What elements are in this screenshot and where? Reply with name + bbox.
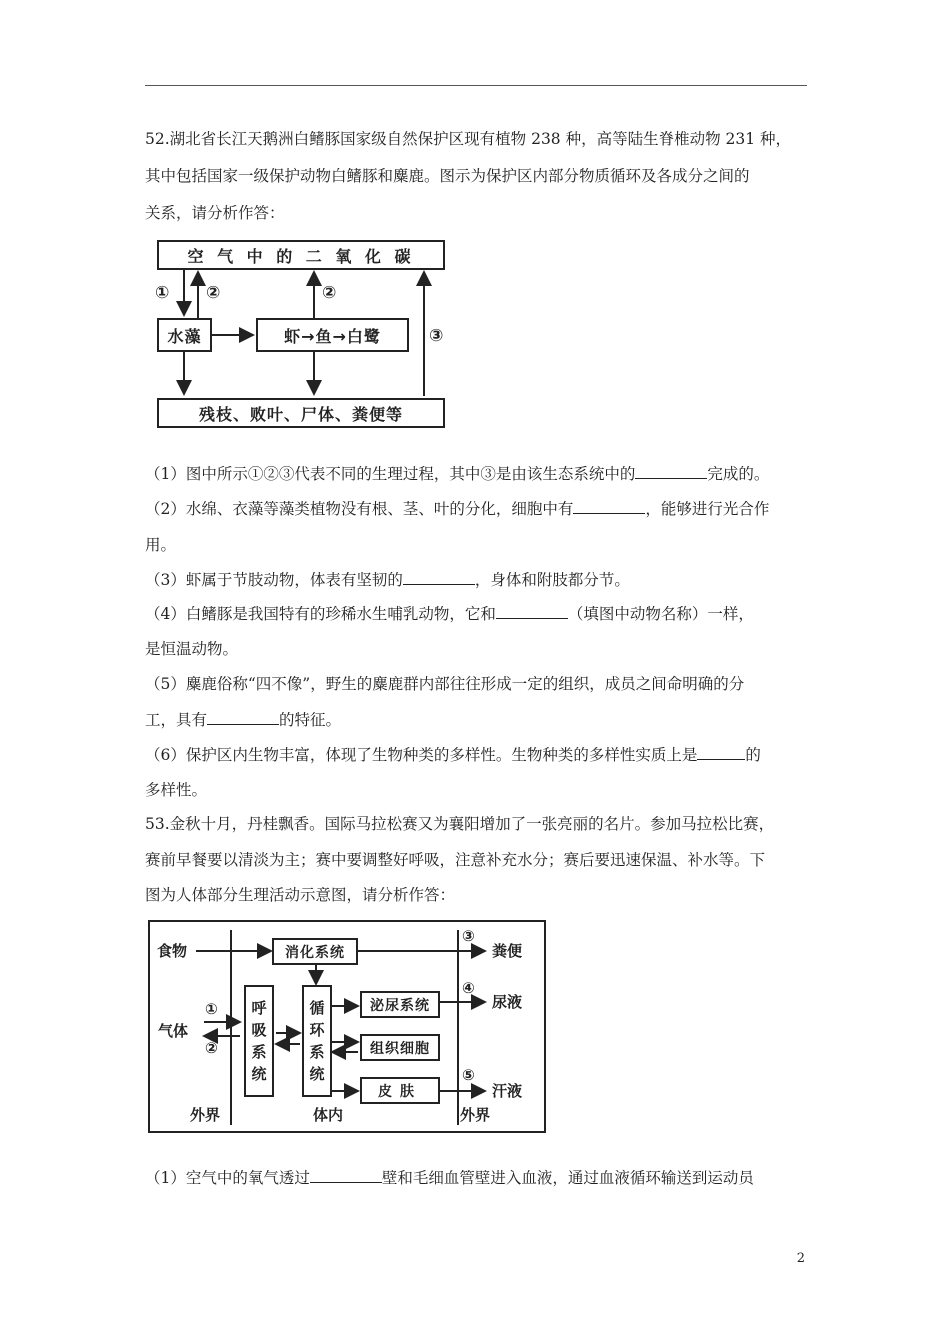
q52-sub6-text: （6）保护区内生物丰富，体现了生物种类的多样性。生物种类的多样性实质上是 <box>145 746 698 764</box>
answer-blank[interactable] <box>635 464 707 479</box>
process-2b-mark: ② <box>322 283 337 303</box>
urinary-system-box: 泌尿系统 <box>360 991 440 1018</box>
inside-label: 体内 <box>313 1106 344 1124</box>
q52-sub4 <box>145 602 754 624</box>
respiratory-system-box: 呼吸系统 <box>244 985 274 1097</box>
q52-sub6-tail: 的 <box>745 746 761 764</box>
food-label: 食物 <box>157 942 188 960</box>
q52-sub4-tail: （填图中动物名称）一样， <box>567 605 754 623</box>
algae-box: 水藻 <box>157 318 212 352</box>
marker-4: ④ <box>462 979 475 997</box>
answer-blank[interactable] <box>403 570 475 585</box>
process-2-mark: ② <box>206 283 221 303</box>
tissue-cell-box: 组织细胞 <box>360 1034 440 1061</box>
q52-sub2 <box>145 497 769 519</box>
q52-sub5-tail: 的特征。 <box>279 711 342 729</box>
answer-blank[interactable] <box>573 499 645 514</box>
q52-sub6 <box>145 743 761 765</box>
q52-sub5-cont <box>145 708 341 730</box>
q53-intro-line-2: 赛前早餐要以清淡为主；赛中要调整好呼吸，注意补充水分；赛后要迅速保温、补水等。下 <box>145 851 766 869</box>
q52-sub5: （5）麋鹿俗称“四不像”，野生的麋鹿群内部往往形成一定的组织，成员之间命明确的分 <box>145 675 745 693</box>
food-chain-box: 虾→鱼→白鹭 <box>256 318 409 352</box>
answer-blank[interactable] <box>496 604 568 619</box>
q53-sub1-tail: 壁和毛细血管壁进入血液，通过血液循环输送到运动员 <box>381 1169 754 1187</box>
answer-blank[interactable] <box>697 745 745 760</box>
process-1-mark: ① <box>155 283 170 303</box>
q52-sub4-cont: 是恒温动物。 <box>145 640 239 658</box>
outside-left-label: 外界 <box>190 1106 221 1124</box>
answer-blank[interactable] <box>310 1168 382 1183</box>
page-number: 2 <box>796 1251 805 1266</box>
q52-sub3-text: （3）虾属于节肢动物，体表有坚韧的 <box>145 571 403 589</box>
q52-sub2-text: （2）水绵、衣藻等藻类植物没有根、茎、叶的分化，细胞中有 <box>145 500 574 518</box>
q52-sub4-text: （4）白鳍豚是我国特有的珍稀水生哺乳动物，它和 <box>145 605 496 623</box>
q52-intro-line-1: 52.湖北省长江天鹅洲白鳍豚国家级自然保护区现有植物 238 种，高等陆生脊椎动物 231 种， <box>145 130 792 148</box>
outside-right-label: 外界 <box>460 1106 491 1124</box>
digestive-system-box: 消化系统 <box>272 938 358 965</box>
sweat-label: 汗液 <box>492 1082 523 1100</box>
decomposer-box: 残枝、败叶、尸体、粪便等 <box>157 398 445 428</box>
q52-sub3-tail: ，身体和附肢都分节。 <box>474 571 630 589</box>
q52-sub2-cont: 用。 <box>145 536 177 554</box>
q53-sub1-text: （1）空气中的氧气透过 <box>145 1169 310 1187</box>
marker-2: ② <box>205 1039 218 1057</box>
q52-intro-line-3: 关系，请分析作答： <box>145 204 285 222</box>
urine-label: 尿液 <box>492 993 523 1011</box>
gas-label: 气体 <box>158 1022 189 1040</box>
feces-label: 粪便 <box>492 942 523 960</box>
q52-sub3 <box>145 568 630 590</box>
co2-box: 空 气 中 的 二 氧 化 碳 <box>157 240 445 270</box>
q52-sub2-tail: ，能够进行光合作 <box>645 500 770 518</box>
marker-3: ③ <box>462 927 475 945</box>
marker-1: ① <box>205 1000 218 1018</box>
q52-sub5-text: 工，具有 <box>145 711 208 729</box>
q53-sub1 <box>145 1166 754 1188</box>
q52-intro-line-2: 其中包括国家一级保护动物白鳍豚和麋鹿。图示为保护区内部分物质循环及各成分之间的 <box>145 167 750 185</box>
q53-intro-line-3: 图为人体部分生理活动示意图，请分析作答： <box>145 886 456 904</box>
header-rule <box>145 85 807 86</box>
q52-sub1-text: （1）图中所示①②③代表不同的生理过程，其中③是由该生态系统中的 <box>145 465 636 483</box>
q52-sub1-tail: 完成的。 <box>707 465 770 483</box>
circulatory-system-box: 循环系统 <box>302 985 332 1097</box>
marker-5: ⑤ <box>462 1066 475 1084</box>
process-3-mark: ③ <box>429 326 444 346</box>
q52-sub6-cont: 多样性。 <box>145 781 208 799</box>
answer-blank[interactable] <box>207 710 279 725</box>
skin-box: 皮肤 <box>360 1077 440 1104</box>
q52-sub1 <box>145 462 769 484</box>
q53-intro-line-1: 53.金秋十月，丹桂飘香。国际马拉松赛又为襄阳增加了一张亮丽的名片。参加马拉松比赛， <box>145 815 775 833</box>
